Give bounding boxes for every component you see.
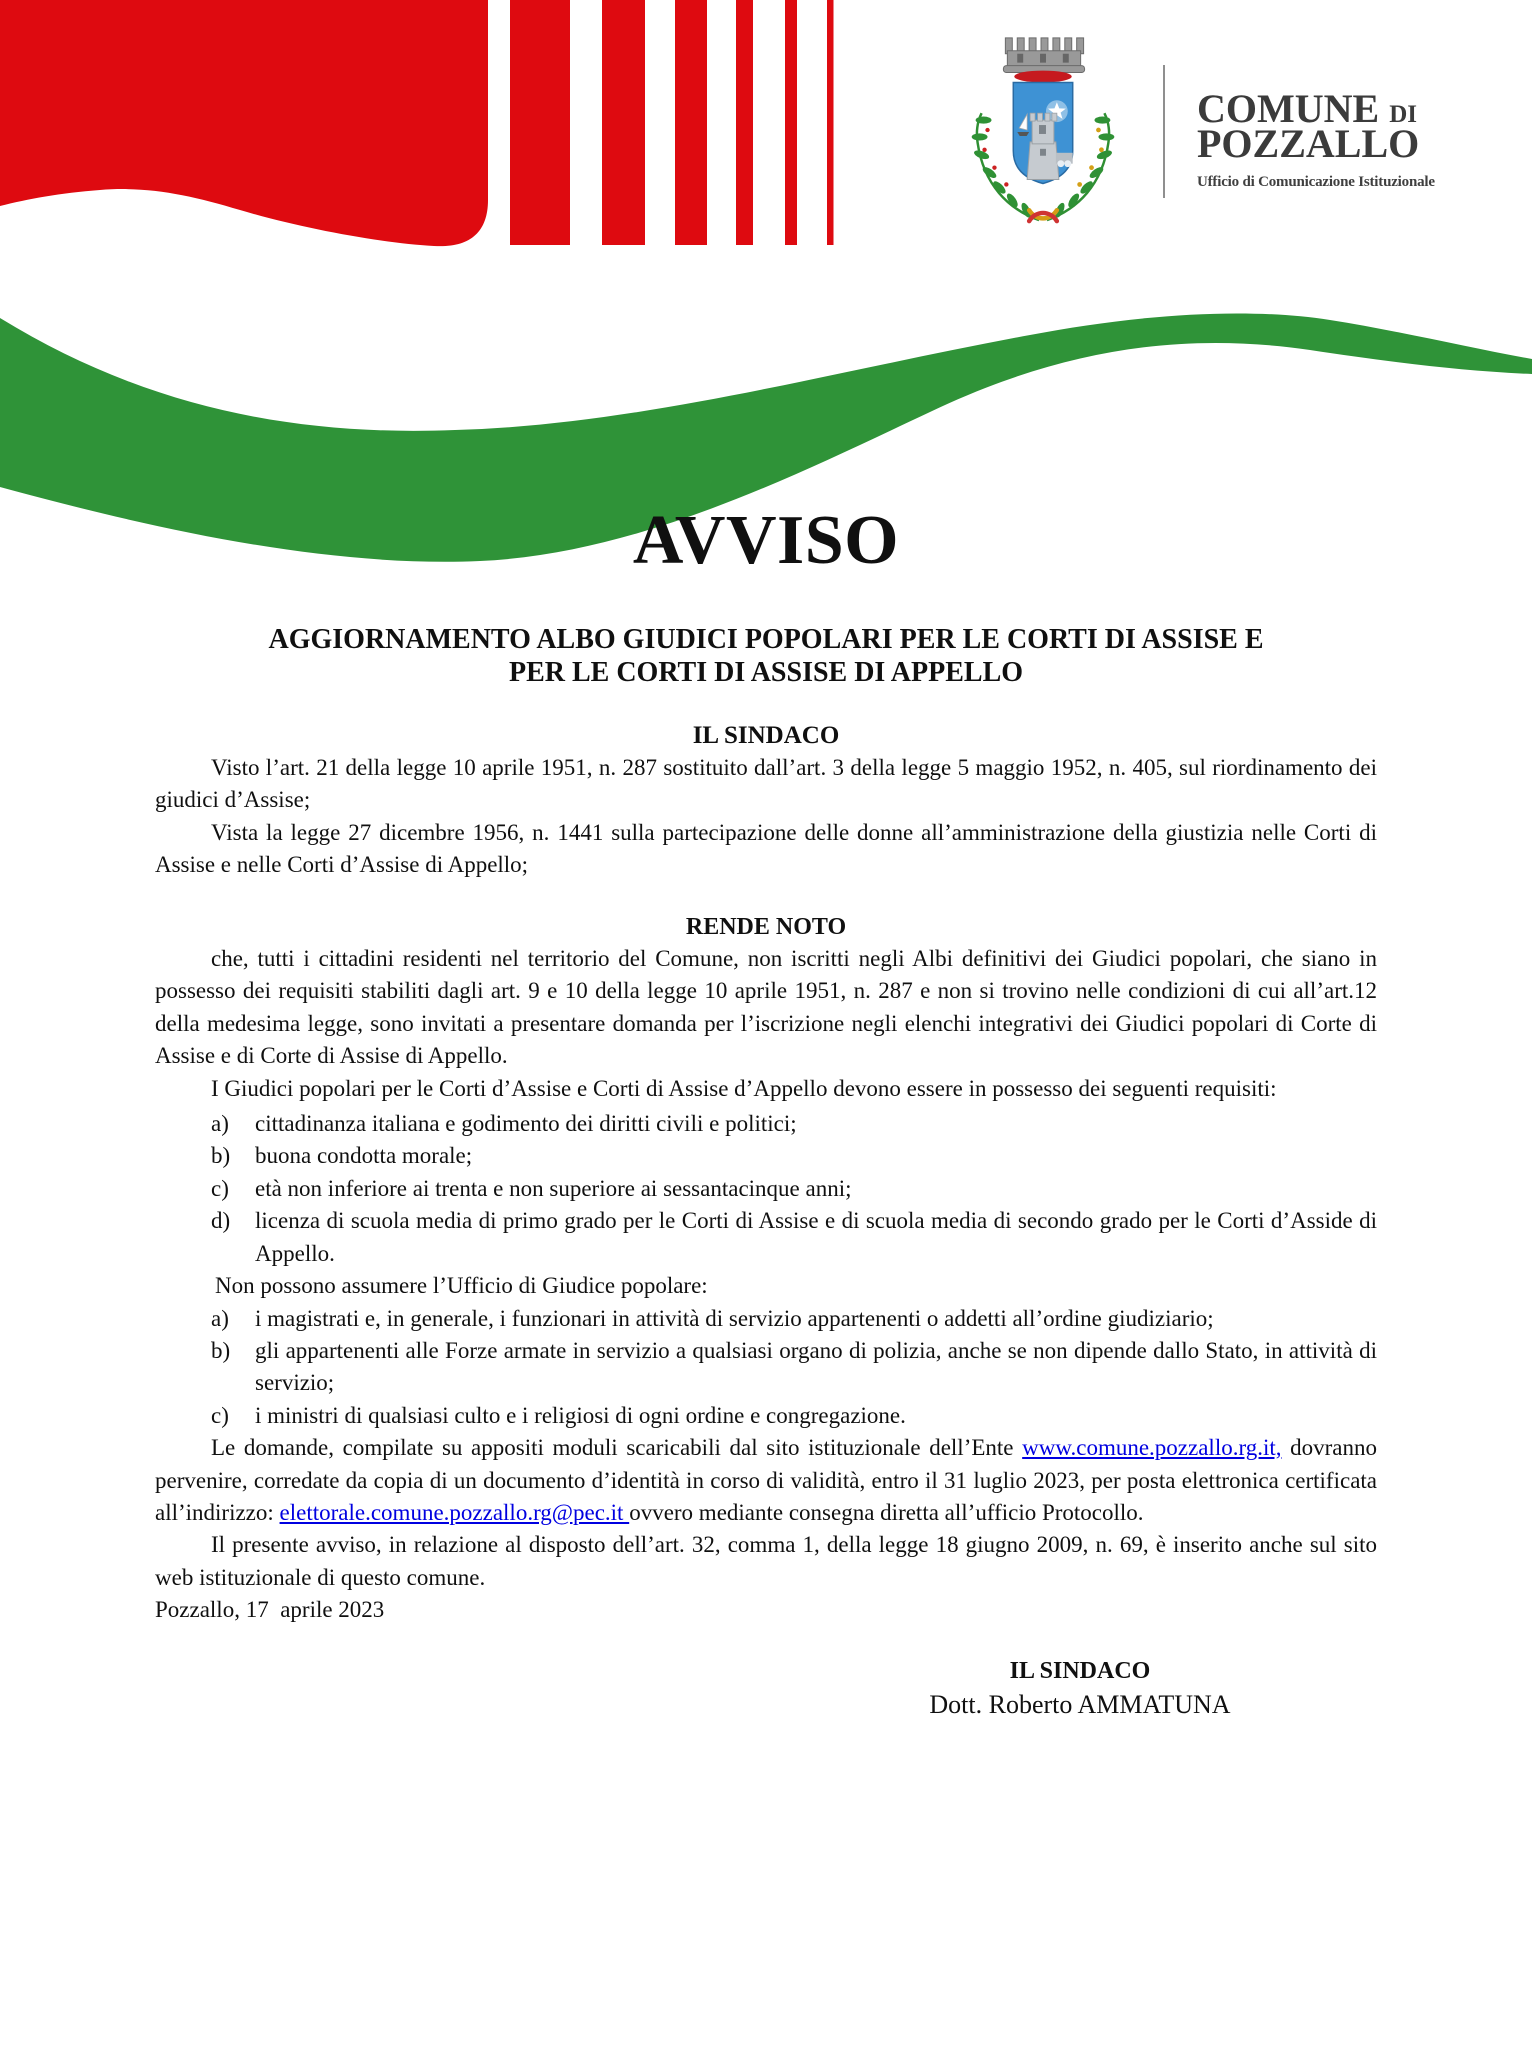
coat-of-arms (953, 26, 1133, 234)
heading-rende-noto: RENDE NOTO (685, 913, 847, 940)
paragraph-giudici: I Giudici popolari per le Corti d’Assise e Corti di Assise d’Appello devono essere in possesso dei seguenti requisiti: (211, 1075, 1277, 1101)
brand-comune: COMUNE (1197, 86, 1380, 131)
list-item-text: i ministri di qualsiasi culto e i religiosi di ogni ordine e congregazione. (255, 1402, 906, 1428)
paragraph-text: ovvero mediante consegna diretta all’ufficio Protocollo. (629, 1499, 1144, 1525)
list-item-text: buona condotta morale; (255, 1143, 473, 1169)
list-item (155, 1108, 1377, 1140)
list-item-text: cittadinanza italiana e godimento dei diritti civili e politici; (255, 1111, 797, 1137)
signature-block (850, 1655, 1310, 1721)
mural-crown-icon (1003, 38, 1084, 73)
document-body (155, 502, 1378, 1721)
crown-base (1014, 71, 1071, 83)
paragraph-visto: Visto l’art. 21 della legge 10 aprile 1951, n. 287 sostituito dall’art. 3 della legge 5 maggio 1952, n. 405, sul riordinamento dei giudici d’Assise; (155, 755, 1377, 813)
list-item-text: età non inferiore ai trenta e non superiore ai sessantacinque anni; (255, 1175, 852, 1201)
list-item (155, 1335, 1377, 1400)
subtitle-line-2: PER LE CORTI DI ASSISE DI APPELLO (508, 657, 1024, 688)
brand-tagline: Ufficio di Comunicazione Istituzionale (1197, 174, 1435, 190)
subtitle-line-1: AGGIORNAMENTO ALBO GIUDICI POPOLARI PER LE CORTI DI ASSISE E (268, 624, 1264, 655)
list-marker: d) (211, 1208, 231, 1234)
red-stripes (510, 0, 834, 245)
paragraph-vista: Vista la legge 27 dicembre 1956, n. 1441 sulla partecipazione delle donne all’amministrazione della giustizia nelle Corti di Assise e nelle Corti d’Assise di Appello; (155, 819, 1377, 878)
list-item (155, 1205, 1377, 1270)
list-item-text: gli appartenenti alle Forze armate in servizio a qualsiasi organo di polizia, anche se non dipende dallo Stato, in attività di servizio; (255, 1337, 1377, 1396)
page-title: AVVISO (632, 502, 900, 579)
shield-icon (1013, 82, 1072, 183)
red-wave-block (0, 0, 488, 246)
paragraph-text: dovranno pervenire, corredate da copia di un documento d’identità in corso di validità, entro il 31 luglio 2023, per posta elettronica certificata all’indirizzo: (155, 1435, 1378, 1525)
list-marker: c) (211, 1175, 229, 1201)
list-item (155, 1140, 1377, 1172)
dateline: Pozzallo, 17 aprile 2023 (155, 1597, 385, 1623)
requisiti-list (155, 1108, 1377, 1270)
list-marker: b) (211, 1337, 231, 1363)
list-marker: c) (211, 1402, 229, 1428)
signature-name: Dott. Roberto AMMATUNA (929, 1689, 1231, 1719)
paragraph-non-possono: Non possono assumere l’Ufficio di Giudice popolare: (215, 1273, 708, 1299)
paragraph-presente: Il presente avviso, in relazione al disposto dell’art. 32, comma 1, della legge 18 giugno 2009, n. 69, è inserito anche sul sito web istituzionale di questo comune. (155, 1532, 1377, 1590)
domande-paragraph (155, 1432, 1377, 1529)
brand-name-line2: POZZALLO (1197, 121, 1420, 166)
document-link[interactable]: elettorale.comune.pozzallo.rg@pec.it (279, 1499, 630, 1525)
brand-di: DI (1389, 101, 1418, 128)
list-marker: a) (211, 1305, 229, 1331)
heading-il-sindaco: IL SINDACO (692, 722, 840, 749)
list-item (155, 1303, 1377, 1335)
brand-divider (1163, 65, 1165, 198)
list-marker: b) (211, 1143, 231, 1169)
paragraph-che: che, tutti i cittadini residenti nel territorio del Comune, non iscritti negli Albi definitivi dei Giudici popolari, che siano in possesso dei requisiti stabiliti dagli art. 9 e 10 della legge 10 aprile 1951, n. 287 e non si trovino nelle condizioni di cui all’art.12 della medesima legge, sono invitati a presentare domanda per l’iscrizione negli elenchi integrativi dei Giudici popolari di Corte di Assise e di Corte di Assise di Appello. (155, 946, 1377, 1069)
list-marker: a) (211, 1111, 229, 1137)
document-link[interactable]: www.comune.pozzallo.rg.it, (1022, 1435, 1282, 1461)
signature-role: IL SINDACO (1009, 1657, 1151, 1684)
castle-icon (1027, 142, 1059, 180)
list-item (155, 1400, 1377, 1432)
document-subtitle (155, 623, 1377, 689)
paragraph-text: Le domande, compilate su appositi moduli scaricabili dal sito istituzionale dell’Ente (211, 1435, 1023, 1461)
list-item-text: i magistrati e, in generale, i funzionari in attività di servizio appartenenti o addetti all’ordine giudiziario; (255, 1305, 1214, 1331)
list-item (155, 1173, 1377, 1205)
ribbon-icon (1029, 210, 1057, 221)
list-item-text: licenza di scuola media di primo grado per le Corti di Assise e di scuola media di secondo grado per le Corti d’Asside di Appello. (255, 1208, 1377, 1266)
esclusioni-list (155, 1303, 1377, 1433)
